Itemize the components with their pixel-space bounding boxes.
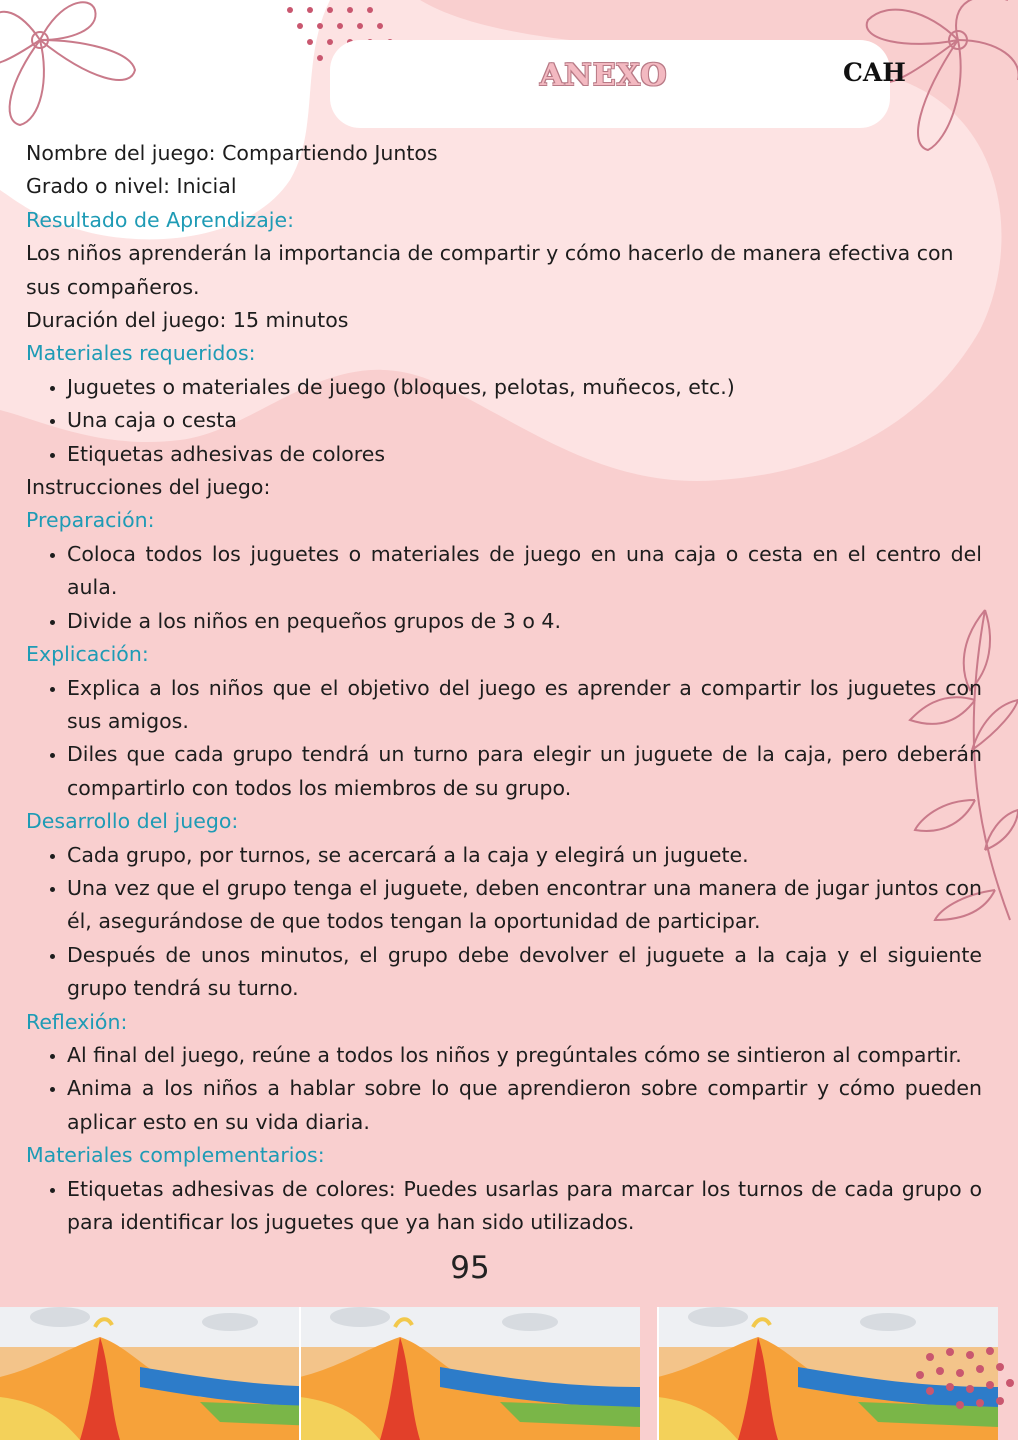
game-level: Grado o nivel: Inicial	[26, 174, 237, 199]
outcome-text: Los niños aprenderán la importancia de compartir y cómo hacerlo de manera efectiva con sus compañeros.	[26, 241, 954, 299]
reflect-list	[26, 1039, 982, 1139]
list-item: • Etiquetas adhesivas de colores	[67, 438, 982, 471]
game-duration: Duración del juego: 15 minutos	[26, 308, 349, 333]
outcome-heading: Resultado de Aprendizaje:	[26, 207, 294, 232]
explain-heading: Explicación:	[26, 642, 149, 667]
reflect-heading: Reflexión:	[26, 1009, 128, 1034]
extra-heading: Materiales complementarios:	[26, 1143, 325, 1168]
page-number: 95	[450, 1250, 490, 1286]
list-item: • Diles que cada grupo tendrá un turno para elegir un juguete de la caja, pero deberán compartirlo con todos los miembros de su grupo.	[67, 738, 982, 805]
annex-title: ANEXO	[540, 58, 668, 93]
dev-heading: Desarrollo del juego:	[26, 809, 239, 834]
materials-heading: Materiales requeridos:	[26, 341, 256, 366]
list-item: • Etiquetas adhesivas de colores: Puedes usarlas para marcar los turnos de cada grupo o para identificar los juguetes que ya han sido utilizados.	[67, 1173, 982, 1240]
materials-list	[26, 371, 982, 471]
list-item: • Explica a los niños que el objetivo del juego es aprender a compartir los juguetes con sus amigos.	[67, 672, 982, 739]
dev-list	[26, 839, 982, 1006]
game-name: Nombre del juego: Compartiendo Juntos	[26, 141, 438, 165]
document-code: CAH	[843, 58, 906, 87]
list-item: • Coloca todos los juguetes o materiales de juego en una caja o cesta en el centro del aula.	[67, 538, 982, 605]
list-item: • Juguetes o materiales de juego (bloques, pelotas, muñecos, etc.)	[67, 371, 982, 404]
list-item: • Una caja o cesta	[67, 404, 982, 437]
prep-heading: Preparación:	[26, 508, 155, 533]
flower-icon	[0, 0, 150, 140]
prep-list	[26, 538, 982, 638]
volcano-footer-illustration	[0, 1307, 1018, 1440]
list-item: • Al final del juego, reúne a todos los niños y pregúntales cómo se sintieron al compartir.	[67, 1039, 982, 1072]
instructions-line: Instrucciones del juego:	[26, 475, 271, 500]
explain-list	[26, 672, 982, 806]
list-item: • Después de unos minutos, el grupo debe devolver el juguete a la caja y el siguiente grupo tendrá su turno.	[67, 939, 982, 1006]
list-item: • Divide a los niños en pequeños grupos de 3 o 4.	[67, 605, 982, 638]
game-content	[26, 137, 982, 1239]
extra-list	[26, 1173, 982, 1240]
list-item: • Cada grupo, por turnos, se acercará a la caja y elegirá un juguete.	[67, 839, 982, 872]
list-item: • Anima a los niños a hablar sobre lo que aprendieron sobre compartir y cómo pueden aplicar esto en su vida diaria.	[67, 1072, 982, 1139]
list-item: • Una vez que el grupo tenga el juguete, deben encontrar una manera de jugar juntos con él, asegurándose de que todos tengan la oportunidad de participar.	[67, 872, 982, 939]
